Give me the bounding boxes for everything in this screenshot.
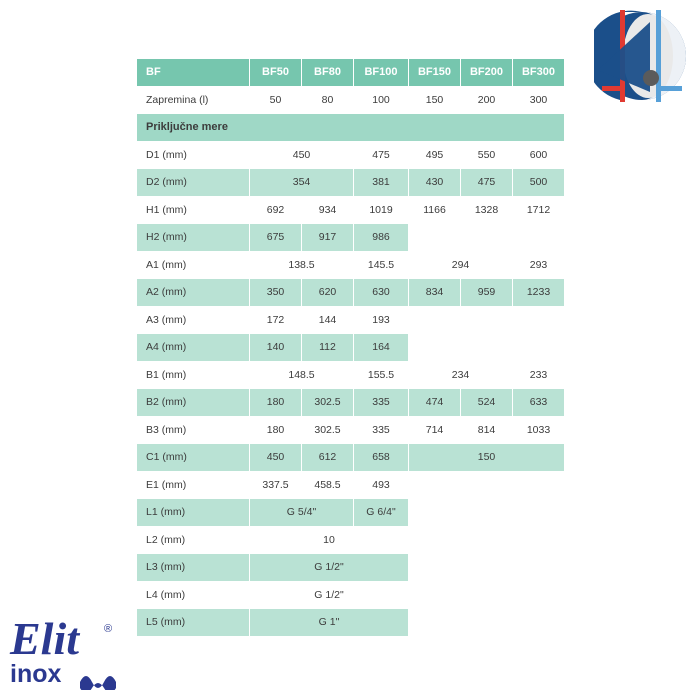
table-cell: 834 (409, 279, 461, 307)
row-label: B3 (mm) (137, 416, 250, 444)
table-cell: 300 (513, 86, 565, 114)
table-cell: 450 (250, 141, 354, 169)
table-row (137, 361, 565, 389)
table-cell: 1166 (409, 196, 461, 224)
section-title: Priključne mere (137, 114, 565, 142)
table-cell (409, 471, 565, 499)
table-cell: 612 (302, 444, 354, 472)
column-header: BF80 (302, 59, 354, 87)
table-cell: 495 (409, 141, 461, 169)
row-label: C1 (mm) (137, 444, 250, 472)
logo-brand-sub: inox (10, 660, 62, 688)
table-cell: 335 (354, 389, 409, 417)
table-cell: 475 (354, 141, 409, 169)
table-cell: 294 (409, 251, 513, 279)
column-header: BF (137, 59, 250, 87)
table-cell (409, 499, 565, 527)
table-cell (409, 334, 565, 362)
table-cell: 50 (250, 86, 302, 114)
table-cell (409, 306, 565, 334)
product-badge-icon (594, 8, 690, 104)
table-cell: 430 (409, 169, 461, 197)
row-label: A2 (mm) (137, 279, 250, 307)
table-cell: 155.5 (354, 361, 409, 389)
table-cell: 337.5 (250, 471, 302, 499)
table-cell: 714 (409, 416, 461, 444)
table-row (137, 169, 565, 197)
table-cell: 100 (354, 86, 409, 114)
table-row (137, 389, 565, 417)
table-cell: 474 (409, 389, 461, 417)
table-cell: 112 (302, 334, 354, 362)
column-header: BF300 (513, 59, 565, 87)
table-cell: 234 (409, 361, 513, 389)
table-cell: 350 (250, 279, 302, 307)
table-cell: 493 (354, 471, 409, 499)
table-cell: G 1" (250, 609, 409, 637)
table-cell: 200 (461, 86, 513, 114)
row-label: L1 (mm) (137, 499, 250, 527)
row-label: H1 (mm) (137, 196, 250, 224)
table-row (137, 499, 565, 527)
table-header-row (137, 59, 565, 87)
table-cell: 600 (513, 141, 565, 169)
table-cell: 354 (250, 169, 354, 197)
table-cell: 1328 (461, 196, 513, 224)
table-cell (409, 581, 565, 609)
row-label: H2 (mm) (137, 224, 250, 252)
table-cell: 140 (250, 334, 302, 362)
table-cell: 633 (513, 389, 565, 417)
row-label: L3 (mm) (137, 554, 250, 582)
table-row (137, 609, 565, 637)
row-label: D2 (mm) (137, 169, 250, 197)
table-row (137, 251, 565, 279)
row-label: Zapremina (l) (137, 86, 250, 114)
table-cell: 917 (302, 224, 354, 252)
column-header: BF100 (354, 59, 409, 87)
table-cell: G 1/2" (250, 581, 409, 609)
table-cell: 1712 (513, 196, 565, 224)
table-cell: 500 (513, 169, 565, 197)
table-cell: 193 (354, 306, 409, 334)
table-row (137, 196, 565, 224)
table-cell: 959 (461, 279, 513, 307)
row-label: A1 (mm) (137, 251, 250, 279)
table-cell: 934 (302, 196, 354, 224)
table-cell: G 6/4" (354, 499, 409, 527)
table-cell: 302.5 (302, 416, 354, 444)
table-cell: 335 (354, 416, 409, 444)
table-cell: 10 (250, 526, 409, 554)
row-label: L2 (mm) (137, 526, 250, 554)
table-cell: 1233 (513, 279, 565, 307)
table-cell (409, 224, 565, 252)
row-label: A3 (mm) (137, 306, 250, 334)
table-cell (409, 609, 565, 637)
table-row (137, 279, 565, 307)
table-cell: 293 (513, 251, 565, 279)
table-cell: G 5/4" (250, 499, 354, 527)
row-label: E1 (mm) (137, 471, 250, 499)
table-cell: 675 (250, 224, 302, 252)
table-row (137, 334, 565, 362)
table-cell: 302.5 (302, 389, 354, 417)
table-cell: 164 (354, 334, 409, 362)
logo-brand-text: Elit (10, 614, 80, 664)
elit-inox-logo (8, 614, 158, 690)
table-row (137, 471, 565, 499)
table-cell: 450 (250, 444, 302, 472)
specification-table-container (136, 58, 564, 637)
row-label: B1 (mm) (137, 361, 250, 389)
table-cell (409, 554, 565, 582)
table-body (137, 59, 565, 637)
table-cell: 138.5 (250, 251, 354, 279)
table-row (137, 526, 565, 554)
table-row (137, 306, 565, 334)
table-cell: G 1/2" (250, 554, 409, 582)
table-cell: 692 (250, 196, 302, 224)
table-cell: 550 (461, 141, 513, 169)
table-cell: 475 (461, 169, 513, 197)
row-label: L5 (mm) (137, 609, 250, 637)
table-row (137, 581, 565, 609)
table-row (137, 444, 565, 472)
table-cell: 1019 (354, 196, 409, 224)
column-header: BF200 (461, 59, 513, 87)
table-cell: 148.5 (250, 361, 354, 389)
table-cell: 620 (302, 279, 354, 307)
table-cell: 180 (250, 416, 302, 444)
table-row (137, 554, 565, 582)
specification-table (136, 58, 565, 637)
row-label: A4 (mm) (137, 334, 250, 362)
table-cell: 144 (302, 306, 354, 334)
logo-wave-icon (80, 676, 116, 690)
column-header: BF150 (409, 59, 461, 87)
row-label: D1 (mm) (137, 141, 250, 169)
table-row (137, 86, 565, 114)
table-cell: 180 (250, 389, 302, 417)
table-cell: 233 (513, 361, 565, 389)
table-cell: 658 (354, 444, 409, 472)
column-header: BF50 (250, 59, 302, 87)
table-cell: 381 (354, 169, 409, 197)
table-cell: 150 (409, 444, 565, 472)
table-cell: 172 (250, 306, 302, 334)
table-cell: 630 (354, 279, 409, 307)
table-cell: 524 (461, 389, 513, 417)
table-section-row (137, 114, 565, 142)
table-cell: 814 (461, 416, 513, 444)
table-cell: 458.5 (302, 471, 354, 499)
logo-registered-mark: ® (104, 623, 113, 635)
table-row (137, 224, 565, 252)
row-label: B2 (mm) (137, 389, 250, 417)
table-row (137, 141, 565, 169)
row-label: L4 (mm) (137, 581, 250, 609)
table-row (137, 416, 565, 444)
table-cell: 986 (354, 224, 409, 252)
table-cell: 80 (302, 86, 354, 114)
table-cell: 150 (409, 86, 461, 114)
table-cell (409, 526, 565, 554)
table-cell: 1033 (513, 416, 565, 444)
table-cell: 145.5 (354, 251, 409, 279)
